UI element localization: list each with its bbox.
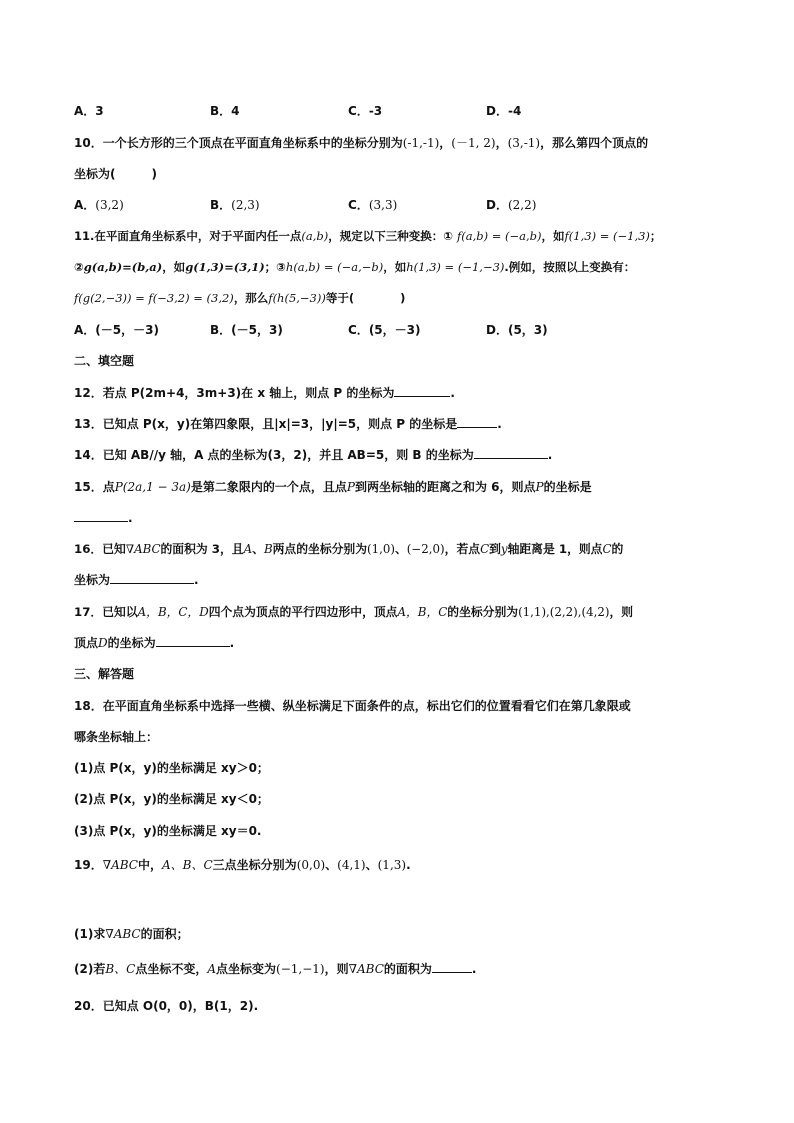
q10-option-a: A．(3,2) — [74, 198, 124, 212]
q11-stem-1: 11.在平面直角坐标系中，对于平面内任一点(a,b)，规定以下三种变换：① f(a,b) = (−a,b)，如f(1,3) = (−1,3)； — [74, 229, 662, 243]
q14-answer-blank[interactable] — [474, 446, 548, 459]
q10-option-b: B．(2,3) — [210, 198, 260, 212]
section-fill-in-heading: 二、填空题 — [74, 354, 135, 368]
q13-stem: 13．已知点 P(x，y)在第四象限，且|x|=3，|y|=5，则点 P 的坐标是 . — [74, 417, 502, 431]
q13-answer-blank[interactable] — [457, 415, 497, 428]
q11-option-d: D．(5，3) — [486, 323, 548, 337]
q16-stem: 16．已知∇ABC的面积为 3，且A、B两点的坐标分别为(1,0)、(−2,0)，若点C到y轴距离是 1，则点C的 — [74, 542, 624, 556]
q11-option-c: C．(5，－3) — [348, 323, 421, 337]
q20-stem: 20．已知点 O(0，0)，B(1，2). — [74, 999, 259, 1013]
q10-option-d: D．(2,2) — [486, 198, 537, 212]
q15-stem: 15．点P(2a,1 − 3a)是第二象限内的一个点，且点P到两坐标轴的距离之和为 6，则点P的坐标是 — [74, 480, 592, 494]
q15-answer-blank[interactable] — [74, 509, 128, 522]
q19-sub-1: (1)求∇ABC的面积； — [74, 927, 189, 941]
q15-stem-cont: . — [74, 509, 133, 525]
q17-stem-cont: 顶点D的坐标为 . — [74, 636, 235, 650]
q11-option-a: A．(－5，－3) — [74, 323, 159, 337]
q19-sub-2: (2)若B、C点坐标不变，A点坐标变为(−1,−1)，则∇ABC的面积为 . — [74, 962, 477, 976]
q10-stem: 10．一个长方形的三个顶点在平面直角坐标系中的坐标分别为(-1,-1)，(－1, 2)，(3,-1)，那么第四个顶点的 — [74, 136, 649, 150]
q17-stem: 17．已知以A，B，C，D四个点为顶点的平行四边形中，顶点A，B，C的坐标分别为(1,1),(2,2),(4,2)，则 — [74, 605, 634, 619]
q17-answer-blank[interactable] — [156, 634, 230, 647]
q10-option-c: C．(3,3) — [348, 198, 398, 212]
q10-stem-cont: 坐标为( ) — [74, 167, 157, 181]
q11-stem-3: f(g(2,−3)) = f(−3,2) = (3,2)，那么f(h(5,−3))等于( ) — [74, 291, 406, 305]
q12-answer-blank[interactable] — [394, 384, 450, 397]
q11-stem-2: ②g(a,b)=(b,a)，如g(1,3)=(3,1)；③h(a,b) = (−a,−b)，如h(1,3) = (−1,−3).例如，按照以上变换有： — [74, 260, 636, 274]
q9-option-c: C．-3 — [348, 104, 383, 118]
q18-sub-3: (3)点 P(x，y)的坐标满足 xy＝0. — [74, 824, 262, 838]
q19-stem: 19．∇ABC中，A、B、C三点坐标分别为(0,0)、(4,1)、(1,3). — [74, 858, 411, 872]
q16-stem-cont: 坐标为 . — [74, 573, 199, 587]
q18-stem: 18．在平面直角坐标系中选择一些横、纵坐标满足下面条件的点，标出它们的位置看看它们在第几象限或 — [74, 699, 631, 713]
q18-sub-2: (2)点 P(x，y)的坐标满足 xy＜0； — [74, 792, 269, 806]
q9-option-a: A．3 — [74, 104, 104, 118]
q16-answer-blank[interactable] — [110, 571, 194, 584]
q19-answer-blank[interactable] — [432, 960, 472, 973]
q18-sub-1: (1)点 P(x，y)的坐标满足 xy＞0； — [74, 761, 269, 775]
q18-stem-cont: 哪条坐标轴上： — [74, 730, 159, 744]
section-answer-heading: 三、解答题 — [74, 667, 135, 681]
q11-option-b: B．(－5，3) — [210, 323, 283, 337]
q9-option-b: B．4 — [210, 104, 240, 118]
q12-stem: 12．若点 P(2m+4，3m+3)在 x 轴上，则点 P 的坐标为 . — [74, 386, 455, 400]
q9-option-d: D．-4 — [486, 104, 522, 118]
q14-stem: 14．已知 AB//y 轴，A 点的坐标为(3，2)，并且 AB=5，则 B 的坐标为 . — [74, 448, 553, 462]
